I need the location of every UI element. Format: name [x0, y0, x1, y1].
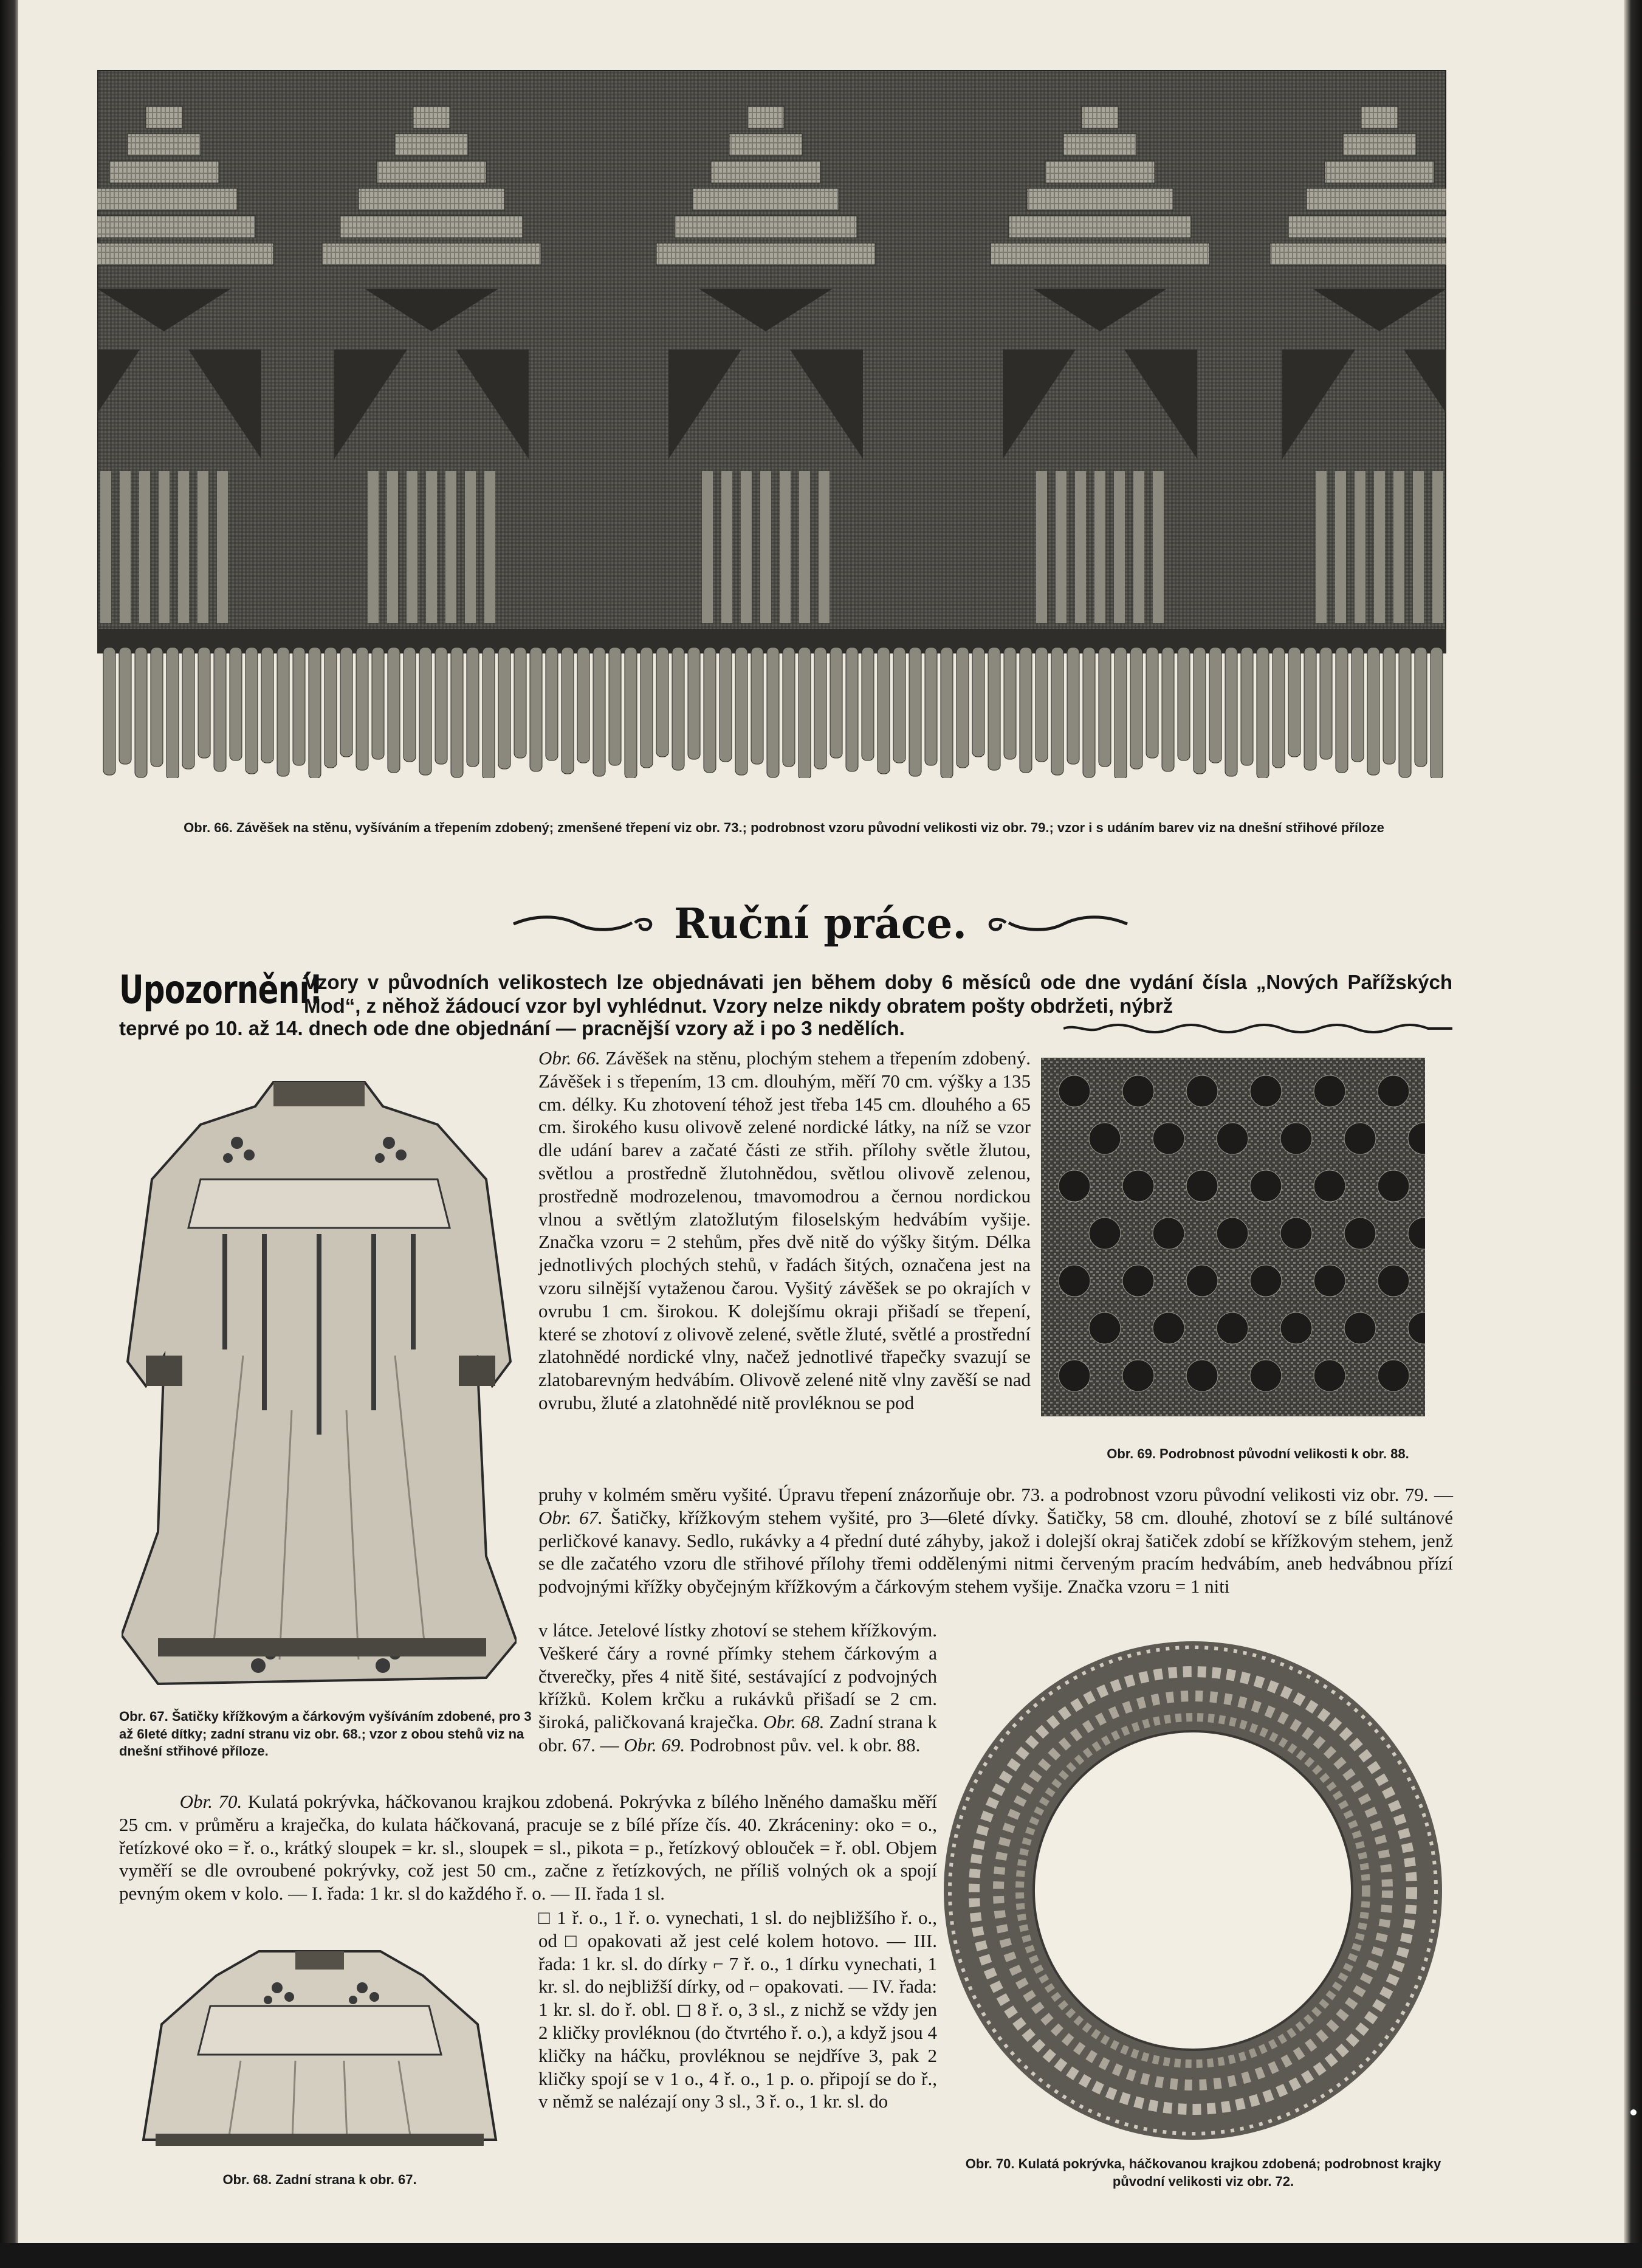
fringe-tassel	[1051, 647, 1063, 775]
fringe-tassel	[467, 647, 479, 767]
fringe-tassel	[182, 647, 194, 769]
section-title: Ruční práce.	[673, 900, 967, 948]
fringe-tassel	[1146, 647, 1158, 758]
fringe-tassel	[1241, 647, 1253, 765]
right-flourish-icon	[984, 912, 1130, 936]
bead-dot	[1089, 1123, 1121, 1154]
fringe-tassel	[767, 647, 779, 777]
bead-dot	[1089, 1312, 1121, 1344]
fringe-tassel	[325, 647, 337, 768]
fringe-tassel	[419, 647, 431, 775]
fringe-tassel	[388, 647, 400, 773]
obr-70-description	[119, 1790, 937, 1905]
wavy-rule-icon	[1063, 1022, 1452, 1035]
fringe-tassel	[941, 647, 953, 778]
bead-dot	[1059, 1360, 1090, 1391]
figure-66-caption: Obr. 66. Závěšek na stěnu, vyšíváním a třepením zdobený; zmenšené třepení viz obr. 73.; podrobnost vzoru původní velikosti viz obr. 79.; vzor i s udáním barev viz na dnešní střihové příloze	[184, 820, 1384, 835]
fringe-tassel	[1178, 647, 1190, 760]
fringe-tassel	[1115, 647, 1127, 778]
fringe-tassel	[593, 647, 605, 776]
obr-67-68-69-block	[538, 1619, 937, 1757]
fringe-tassel	[799, 647, 811, 778]
bead-dot	[1122, 1360, 1154, 1391]
fringe-tassel	[356, 647, 368, 770]
margin-mark	[1630, 2109, 1637, 2115]
fringe-tassel	[1194, 647, 1206, 774]
bead-dot	[1059, 1170, 1090, 1202]
obr-66-description	[538, 1047, 1031, 1415]
fringe-tassel	[1367, 647, 1379, 775]
fringe-tassel	[1415, 647, 1427, 767]
child-dress-front-illustration	[122, 1070, 517, 1702]
bead-dot	[1250, 1265, 1282, 1297]
bead-dot	[1186, 1265, 1218, 1297]
fringe-tassel	[1130, 647, 1142, 769]
fringe-tassel	[1036, 647, 1048, 762]
fringe-tassel	[167, 647, 179, 778]
fringe-tassel	[704, 647, 716, 773]
obr-70-reference: Obr. 70.	[179, 1791, 242, 1812]
obr-68-text: Zadní strana k obr. 67. —	[538, 1711, 938, 1756]
fringe-tassel	[514, 647, 526, 758]
obr-67-text: Šatičky, křížkovým stehem vyšité, pro 3—6leté dívky. Šatičky, 58 cm. dlouhé, zhotoví se z bílé sultánové perličkové kanavy. Sedlo, rukávky a 4 přední duté záhyby, jakož i dolejší okraj šatiček zdobí se křížkovým stehem, jenž se dle začatého vzoru dle střihové přílohy třemi oddělenými nitmi červeným pracím hedvábím, aneb hedvábnou přízí podvojnými křížky obyčejným křížkovým a čárkovým stehem vyšije. Značka vzoru = 1 niti	[538, 1506, 1453, 1598]
left-flourish-icon	[510, 912, 656, 936]
fringe-tassel	[309, 647, 321, 778]
fringe-tassel	[1209, 647, 1221, 763]
fringe-tassel	[1020, 647, 1032, 773]
fringe-tassel	[530, 647, 542, 771]
fringe-tassel	[135, 647, 147, 777]
obr-67-text-continued: v látce. Jetelové lístky zhotoví se stehem křížkovým. Veškeré čáry a rovné přímky stehem čárkovým a čtverečky, přes 4 nitě šité, sestávající z podvojných křížků. Kolem krčku a rukávků přišadí se 2 cm. široká, paličkovaná kraječka.	[538, 1619, 937, 1733]
bead-dot	[1378, 1170, 1409, 1202]
fringe-tassel	[372, 647, 384, 759]
fringe-tassel	[814, 647, 826, 769]
bead-dot	[1280, 1123, 1312, 1154]
fringe-tassel	[435, 647, 447, 764]
fringe-tassel	[1352, 647, 1364, 762]
bead-dot	[1344, 1312, 1376, 1344]
fringe-tassel	[1099, 647, 1111, 767]
fringe-tassel	[483, 647, 495, 778]
bead-dot	[1186, 1170, 1218, 1202]
obr-67-reference: Obr. 67.	[538, 1506, 603, 1528]
fringe-tassel	[1304, 647, 1316, 770]
fringe-tassel	[214, 647, 226, 771]
bead-dot	[1314, 1265, 1345, 1297]
fringe-tassel	[546, 647, 558, 760]
bead-dot	[1344, 1123, 1376, 1154]
wall-hanging-illustration	[97, 70, 1446, 778]
fringe-tassel	[925, 647, 937, 765]
fringe-tassel	[751, 647, 763, 764]
bead-dot	[1217, 1312, 1248, 1344]
bead-dot	[1186, 1075, 1218, 1107]
fringe-tassel	[720, 647, 732, 762]
figure-70-caption: Obr. 70. Kulatá pokrývka, háčkovanou krajkou zdobená; podrobnost krajky původní velikosti viz obr. 72.	[965, 2156, 1441, 2189]
fringe-tassel	[261, 647, 273, 763]
bead-dot	[1250, 1170, 1282, 1202]
bead-dot	[1089, 1218, 1121, 1249]
fabric-detail-illustration	[1041, 1058, 1425, 1416]
fringe-tassel	[625, 647, 637, 778]
fringe-tassel	[1383, 647, 1395, 764]
bead-dot	[1153, 1312, 1184, 1344]
crochet-doily-illustration	[941, 1629, 1445, 2158]
bead-dot	[1314, 1075, 1345, 1107]
fringe-tassel	[151, 647, 163, 767]
bead-dot	[1153, 1218, 1184, 1249]
obr-68-reference: Obr. 68.	[763, 1711, 825, 1733]
obr-66-reference: Obr. 66.	[538, 1047, 600, 1069]
fringe-tassel	[878, 647, 890, 774]
fringe-tassel	[340, 647, 352, 757]
page-edge-left	[0, 0, 21, 2268]
figure-69-caption: Obr. 69. Podrobnost původní velikosti k obr. 88.	[1107, 1446, 1409, 1461]
fringe-tassel	[562, 647, 574, 774]
fringe-tassel	[830, 647, 842, 758]
fringe-tassel	[862, 647, 874, 760]
fringe-tassel	[1225, 647, 1237, 776]
page-edge-right	[1624, 0, 1642, 2268]
notice-text: Vzory v původních velikostech lze objednávati jen během doby 6 měsíců ode dne vydání čísla „Nových Pařížských Mod“, z něhož žádoucí vzor byl vyhlédnut. Vzory nelze nikdy obratem pošty obdržeti, nýbrž	[304, 971, 1452, 1017]
obr-66-text: Závěšek na stěnu, plochým stehem a třepením zdobený. Závěšek i s třepením, 13 cm. dlouhým, měří 70 cm. výšky a 135 cm. délky. Ku zhotovení téhož jest třeba 145 cm. dlouhého a 65 cm. širokého kusu olivově zelené nordické látky, na níž se vzor dle udání barev a začaté části ze střih. přílohy světle žlutou, světlou a prostředně žlutohnědou, světlou olivově zelenou, prostředně modrozelenou, tmavomodrou a černou nordickou vlnou a světlým zlatožlutým filoselským hedvábím vyšije. Značka vzoru = 2 stehům, přes dvě nitě do výšky šitým. Délka jednotlivých plochých stehů, v řadách šitých, označena jest na vzoru silnější vytaženou čarou. Vyšitý závěšek se po okrajích v ovrubu 1 cm. širokou. K dolejšímu okraji přišadí se třepení, které se zhotoví z olivově zelené, světle žluté, světlé a prostřední zlatohnědé nordické vlny, načež jednotlivé třapečky svazují se zlatobarevným hedvábím. Olivově zelené nitě vlny zavěší se nad ovrubu, žluté a zlatohnědé nitě provléknou se pod	[538, 1047, 1031, 1413]
fringe-tassel	[672, 647, 684, 770]
bead-dot	[1314, 1360, 1345, 1391]
fringe-tassel	[1257, 647, 1269, 778]
bead-dot	[1059, 1075, 1090, 1107]
obr-69-text: Podrobnost pův. vel. k obr. 88.	[689, 1734, 921, 1756]
bead-dot	[1344, 1218, 1376, 1249]
bead-dot	[1122, 1265, 1154, 1297]
bead-dot	[1122, 1170, 1154, 1202]
bead-dot	[1059, 1265, 1090, 1297]
bead-dot	[1314, 1170, 1345, 1202]
bead-dot	[1217, 1218, 1248, 1249]
fringe-tassel	[1288, 647, 1300, 757]
child-dress-back-illustration	[137, 1939, 502, 2170]
fringe-tassel	[404, 647, 416, 762]
fringe-tassel	[119, 647, 131, 764]
fringe-tassel	[230, 647, 242, 760]
fringe-tassel	[293, 647, 305, 765]
notice-label: Upozornění!	[119, 968, 323, 1013]
obr-70-description-continued: □ 1 ř. o., 1 ř. o. vynechati, 1 sl. do nejbližšího ř. o., od □ opakovati až jest celé kolem hotovo. — III. řada: 1 kr. sl. do dírky ⌐ 7 ř. o., 1 dírku vynechati, 1 kr. sl. do nejbližší dírky, od ⌐ opakovati. — IV. řada: 1 kr. sl. do ř. obl. ◻ 8 ř. o, 3 sl., z nichž se vždy jen 2 kličky provléknou (do čtvrtého ř. o.), a když jsou 4 kličky na háčku, provléknou se nejdříve 3, pak 2 kličky spojí se v 1 o., 4 ř. o., 1 p. o. připojí se do ř., v němž se nalézají ony 3 sl., 3 ř. o., 1 kr. sl. do	[538, 1907, 937, 2112]
fringe-tassel	[1399, 647, 1411, 777]
bead-dot	[1378, 1360, 1409, 1391]
bead-dot	[1122, 1075, 1154, 1107]
fringe-tassel	[893, 647, 905, 763]
fringe-tassel	[451, 647, 463, 777]
bead-dot	[1280, 1312, 1312, 1344]
notice-text-continued: teprvé po 10. až 14. dnech ode dne objednání — pracnější vzory až i po 3 nedělích.	[119, 1017, 905, 1039]
section-title-row	[498, 894, 1142, 954]
fringe-tassel	[1083, 647, 1095, 777]
fringe-tassel	[656, 647, 668, 757]
fringe-tassel	[1336, 647, 1348, 773]
fringe-tassel	[1067, 647, 1079, 764]
fringe-tassel	[972, 647, 984, 757]
scan-bottom-edge	[0, 2243, 1642, 2268]
bead-dot	[1378, 1075, 1409, 1107]
figure-67-caption: Obr. 67. Šatičky křížkovým a čárkovým vyšíváním zdobené, pro 3 až 6leté dítky; zadní stranu viz obr. 68.; vzor z obou stehů viz na dnešní střihové příloze.	[119, 1709, 532, 1759]
fringe-tassel	[1162, 647, 1174, 771]
fringe-tassel	[846, 647, 858, 771]
fringe-tassel	[498, 647, 510, 769]
bead-dot	[1250, 1360, 1282, 1391]
bead-dot	[1378, 1265, 1409, 1297]
bead-dot	[1280, 1218, 1312, 1249]
fringe-tassel	[246, 647, 258, 774]
fringe-tassel	[1320, 647, 1332, 759]
fringe-tassel	[1273, 647, 1285, 768]
obr-67-description	[538, 1483, 1453, 1598]
fringe-tassel	[909, 647, 921, 776]
fringe-tassel	[988, 647, 1000, 770]
fringe-tassel	[103, 647, 115, 775]
bead-dot	[1186, 1360, 1218, 1391]
figure-68-caption: Obr. 68. Zadní strana k obr. 67.	[222, 2172, 417, 2187]
obr-69-reference: Obr. 69.	[623, 1734, 685, 1756]
fringe-tassel	[1431, 647, 1443, 778]
fringe-tassel	[1004, 647, 1016, 759]
fringe-tassel	[735, 647, 747, 775]
fringe-tassel	[277, 647, 289, 776]
fringe-tassel	[957, 647, 969, 768]
fringe-tassel	[577, 647, 589, 763]
fringe-tassel	[198, 647, 210, 758]
fringe-tassel	[641, 647, 653, 768]
obr-70-text: Kulatá pokrývka, háčkovanou krajkou zdobená. Pokrývka z bílého lněného damašku měří 25 cm. v průměru a kraječka, do kulata háčkovaná, pracuje se z bílé příze čís. 40. Zkráceniny: oko = o., řetízkové oko = ř. o., krátký sloupek = kr. sl., sloupek = sl., pikota = p., řetízkový oblouček = ř. obl. Objem vyměří se dle ovroubené pokrývky, což jest 50 cm., začne z řetízkových, ne příliš volných ok a spojí pevným okem v kolo. — I. řada: 1 kr. sl do každého ř. o. — II. řada 1 sl.	[119, 1791, 938, 1904]
obr-66-text-continued: pruhy v kolmém směru vyšité. Úpravu třepení znázorňuje obr. 73. a podrobnost vzoru původní velikosti viz obr. 79. —	[538, 1484, 1453, 1505]
bead-dot	[1153, 1123, 1184, 1154]
fringe-tassel	[688, 647, 700, 759]
fringe-tassel	[783, 647, 795, 767]
bead-dot	[1217, 1123, 1248, 1154]
fringe-tassel	[609, 647, 621, 765]
bead-dot	[1250, 1075, 1282, 1107]
